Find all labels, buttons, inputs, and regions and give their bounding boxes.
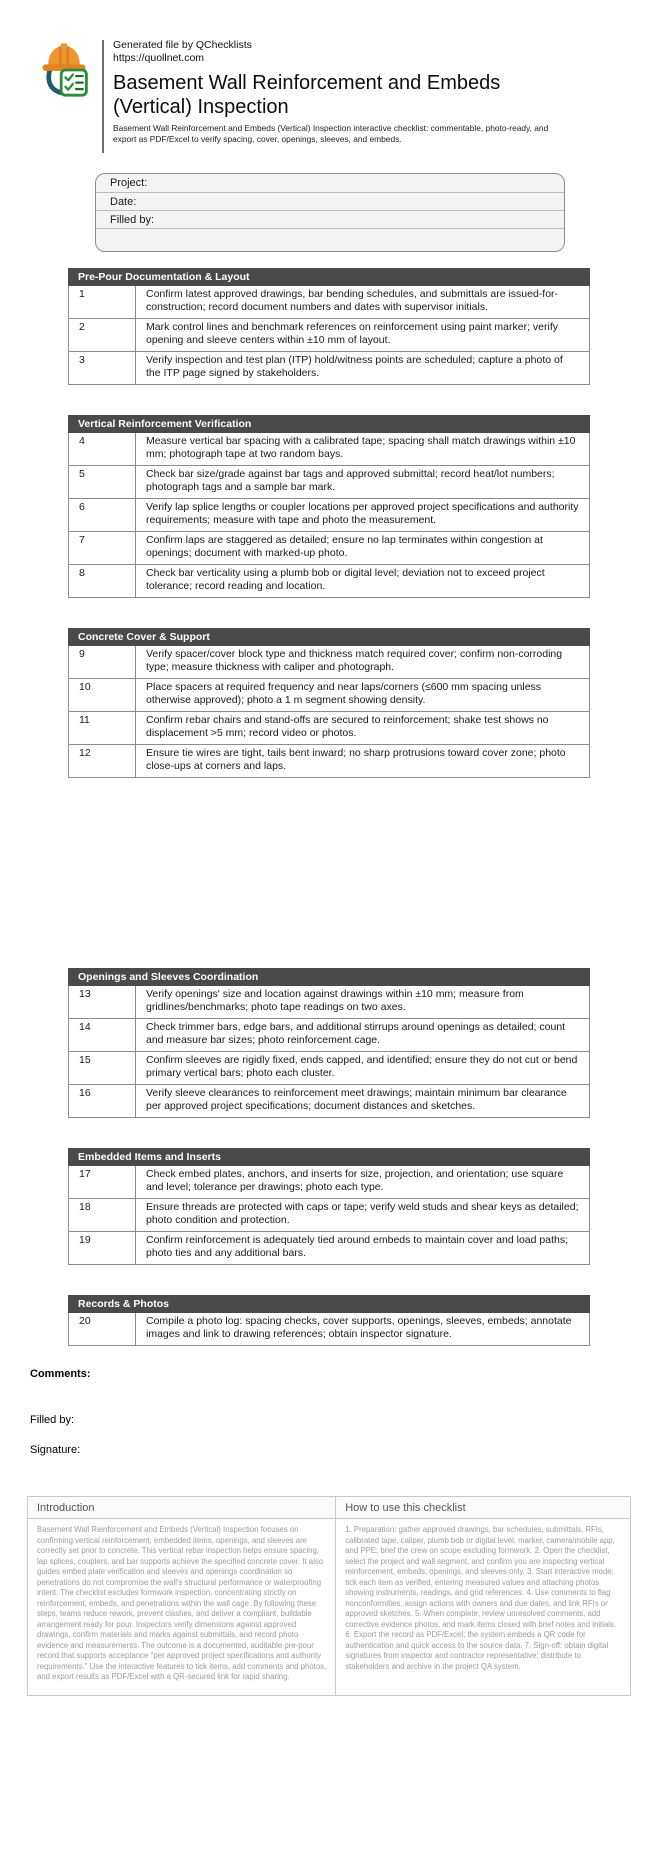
checklist-section <box>68 268 590 385</box>
checklist-item-row <box>69 498 589 531</box>
checklist-item-row <box>69 1166 589 1198</box>
comments-label: Comments: <box>30 1368 91 1380</box>
checklist-item-row <box>69 1084 589 1117</box>
introduction-body: Basement Wall Reinforcement and Embeds (Vertical) Inspection focuses on confirming vertical reinforcement, embedded items, openings, and sleeves are correctly set prior to concrete. This vertical rebar inspection helps ensure spacing, lap splices, couplers, and bar supports achieve the specified concrete cover. It also guides embed plate verification and sleeves and openings coordination so penetrations do not compromise the wall's structural performance or waterproofing intent. The checklist excludes formwork inspection, concentrating strictly on reinforcement, embeds, and penetrations within the wall cage. By following these steps, teams reduce rework, prevent clashes, and deliver a compliant, buildable arrangement ready for pour. Inspectors verify dimensions against approved drawings, confirm materials and marks against submittals, and record photo evidence and measurements. The outcome is a documented, auditable pre-pour record that supports acceptance "per approved project specifications and authority requirements." Use the interactive features to tick items, add comments and photos, and export results as PDF/Excel with a QR-secured link for rapid sharing. <box>28 1519 336 1695</box>
checklist-section <box>68 415 590 598</box>
info-panel <box>27 1496 631 1696</box>
item-number: 17 <box>69 1166 136 1198</box>
checklist-item-row <box>69 711 589 744</box>
checklist-section <box>68 1148 590 1265</box>
page-title: Basement Wall Reinforcement and Embeds (Vertical) Inspection <box>113 72 501 118</box>
item-number: 8 <box>69 565 136 597</box>
section-rows <box>68 986 590 1118</box>
form-field-label: Project: <box>110 177 148 189</box>
item-text: Verify openings' size and location against drawings within ±10 mm; measure from gridlines/benchmarks; photo tape readings on two axes. <box>146 988 524 1013</box>
section-rows <box>68 646 590 778</box>
checklist-item-row <box>69 564 589 597</box>
item-number: 7 <box>69 532 136 564</box>
hard-hat-icon <box>43 43 86 71</box>
item-number: 9 <box>69 646 136 678</box>
item-number: 16 <box>69 1085 136 1117</box>
item-number: 14 <box>69 1019 136 1051</box>
section-title: Concrete Cover & Support <box>68 628 590 646</box>
item-text: Check bar size/grade against bar tags and approved submittal; record heat/lot numbers; photograph tags and a sample bar mark. <box>146 468 555 493</box>
checklist-item-row <box>69 465 589 498</box>
item-text: Verify sleeve clearances to reinforcement meet drawings; maintain minimum bar clearance per approved project specifications; document distances and sketches. <box>146 1087 567 1112</box>
item-text: Ensure threads are protected with caps or tape; verify weld studs and shear keys as detailed; photo condition and protection. <box>146 1201 579 1226</box>
item-text: Check trimmer bars, edge bars, and additional stirrups around openings as detailed; count and measure bar sizes; photo reinforcement cage. <box>146 1021 566 1046</box>
checklist-section <box>68 968 590 1118</box>
document-header <box>0 0 661 153</box>
item-number: 10 <box>69 679 136 711</box>
signature-label: Signature: <box>30 1444 81 1456</box>
item-number: 19 <box>69 1232 136 1264</box>
how-to-body: 1. Preparation: gather approved drawings, bar schedules, submittals, RFIs, calibrated tape, caliper, plumb bob or digital level, marker, camera/mobile app, and PPE; brief the crew on scope excluding formwork. 2. Open the checklist, select the project and wall segment, and confirm you are inspecting vertical reinforcement, embeds, openings, and sleeves only. 3. Start interactive mode; tick each item as verified, entering measured values and attaching photos showing instruments, readings, and grid references. 4. Use comments to flag nonconformities, assign actions with owners and due dates, and link RFIs or approved sketches. 5. When complete, review unresolved comments, add corrective evidence photos, and mark items closed with brief notes and initials. 6. Export the record as PDF/Excel; the system embeds a QR code for authentication and quick access to the source data. 7. Sign-off: obtain digital signatures from inspector and contractor representative; distribute to stakeholders and archive in the project QA system. <box>345 1525 617 1671</box>
item-text: Confirm rebar chairs and stand-offs are secured to reinforcement; shake test shows no displacement >5 mm; record video or photos. <box>146 714 549 739</box>
item-text: Compile a photo log: spacing checks, cover supports, openings, sleeves, embeds; annotate images and link to drawing references; obtain inspector signature. <box>146 1315 572 1340</box>
form-field-label: Date: <box>110 195 137 208</box>
item-number: 20 <box>69 1313 136 1345</box>
form-field-project[interactable] <box>96 174 564 192</box>
item-number: 5 <box>69 466 136 498</box>
checklist-item-row <box>69 1231 589 1264</box>
item-text: Confirm sleeves are rigidly fixed, ends capped, and identified; ensure they do not cut or bend primary vertical bars; photo each cluster. <box>146 1054 578 1079</box>
how-to-heading: How to use this checklist <box>336 1497 630 1519</box>
item-text: Place spacers at required frequency and near laps/corners (≤600 mm spacing unless otherwise approved); photo a 1 m segment showing density. <box>146 681 542 706</box>
generated-by-text: Generated file by QChecklists <box>113 39 252 51</box>
item-number: 4 <box>69 433 136 465</box>
item-text: Verify inspection and test plan (ITP) hold/witness points are scheduled; capture a photo of the ITP page signed by stakeholders. <box>146 354 563 379</box>
item-text: Confirm laps are staggered as detailed; ensure no lap terminates within congestion at openings; document with marked-up photo. <box>146 534 543 559</box>
item-text: Measure vertical bar spacing with a calibrated tape; spacing shall match drawings within ±10 mm; photograph tape at two random bays. <box>146 435 576 460</box>
checklist-item-row <box>69 678 589 711</box>
item-number: 15 <box>69 1052 136 1084</box>
item-text: Verify lap splice lengths or coupler locations per approved project specifications and authority requirements; measure with tape and photo the measurement. <box>146 501 579 526</box>
page-subtitle: Basement Wall Reinforcement and Embeds (Vertical) Inspection interactive checklist: commentable, photo-ready, and export as PDF/Excel to verify spacing, cover, openings, sleeves, and embeds. <box>113 123 549 144</box>
item-number: 13 <box>69 986 136 1018</box>
checklist-item-row <box>69 286 589 318</box>
item-text: Ensure tie wires are tight, tails bent inward; no sharp protrusions toward cover zone; photo close-ups at corners and laps. <box>146 747 566 772</box>
section-title: Openings and Sleeves Coordination <box>68 968 590 986</box>
checklist-sections <box>68 268 590 1346</box>
section-title: Records & Photos <box>68 1295 590 1313</box>
section-rows <box>68 1166 590 1265</box>
hard-hat-checklist-icon <box>36 38 92 102</box>
item-text: Confirm reinforcement is adequately tied around embeds to maintain cover and load paths; photo ties and any additional bars. <box>146 1234 568 1259</box>
item-text: Verify spacer/cover block type and thickness match required cover; confirm non-corroding type; measure thickness with caliper and photograph. <box>146 648 563 673</box>
item-text: Check bar verticality using a plumb bob or digital level; deviation not to exceed project tolerance; record reading and location. <box>146 567 545 592</box>
checklist-item-row <box>69 1313 589 1345</box>
item-text: Confirm latest approved drawings, bar bending schedules, and submittals are issued-for-construction; record document numbers and dates with supervisor initials. <box>146 288 559 313</box>
site-url-link[interactable]: https://quollnet.com <box>113 52 205 64</box>
checklist-item-row <box>69 1051 589 1084</box>
meta-form-box <box>95 173 565 252</box>
checklist-item-row <box>69 1198 589 1231</box>
checklist-section <box>68 628 590 778</box>
item-number: 6 <box>69 499 136 531</box>
item-number: 18 <box>69 1199 136 1231</box>
item-number: 12 <box>69 745 136 777</box>
checklist-item-row <box>69 986 589 1018</box>
form-field-label: Filled by: <box>110 213 155 226</box>
form-field-filled-by[interactable] <box>96 210 564 228</box>
form-field-date[interactable] <box>96 192 564 210</box>
form-field-blank[interactable] <box>96 228 564 251</box>
header-text-block <box>113 38 583 144</box>
checklist-item-row <box>69 351 589 384</box>
introduction-heading: Introduction <box>28 1497 336 1519</box>
checklist-item-row <box>69 1018 589 1051</box>
item-number: 11 <box>69 712 136 744</box>
checklist-item-row <box>69 318 589 351</box>
filled-by-label: Filled by: <box>30 1414 75 1426</box>
checklist-item-row <box>69 433 589 465</box>
section-rows <box>68 1313 590 1346</box>
item-text: Check embed plates, anchors, and inserts for size, projection, and orientation; use square and level; tolerance per drawings; photo each type. <box>146 1168 564 1193</box>
section-title: Pre-Pour Documentation & Layout <box>68 268 590 286</box>
item-text: Mark control lines and benchmark references on reinforcement using paint marker; verify opening and sleeve centers within ±10 mm of layout. <box>146 321 559 346</box>
checklist-icon <box>61 70 86 95</box>
checklist-item-row <box>69 531 589 564</box>
header-divider <box>102 40 104 153</box>
checklist-section <box>68 1295 590 1346</box>
item-number: 2 <box>69 319 136 351</box>
item-number: 3 <box>69 352 136 384</box>
qchecklists-logo <box>36 38 92 107</box>
section-title: Embedded Items and Inserts <box>68 1148 590 1166</box>
section-rows <box>68 286 590 385</box>
checklist-item-row <box>69 744 589 777</box>
section-rows <box>68 433 590 598</box>
item-number: 1 <box>69 286 136 318</box>
checklist-item-row <box>69 646 589 678</box>
section-title: Vertical Reinforcement Verification <box>68 415 590 433</box>
